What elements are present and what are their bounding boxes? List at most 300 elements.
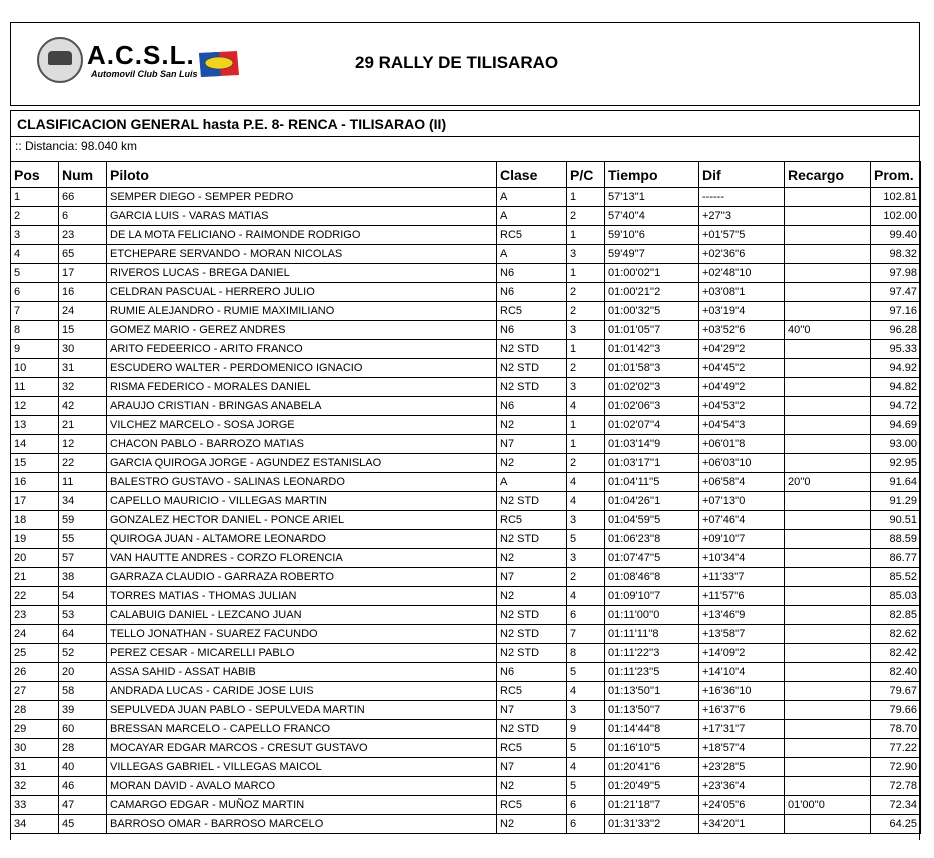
cell-prom: 97.47 bbox=[871, 283, 921, 302]
cell-dif: +04'53''2 bbox=[699, 397, 785, 416]
cell-dif: +24'05''6 bbox=[699, 796, 785, 815]
cell-tiempo: 01:20'49''5 bbox=[605, 777, 699, 796]
cell-dif: +16'37''6 bbox=[699, 701, 785, 720]
cell-tiempo: 01:04'26''1 bbox=[605, 492, 699, 511]
cell-num: 66 bbox=[59, 188, 107, 207]
cell-recargo bbox=[785, 454, 871, 473]
cell-pc: 1 bbox=[567, 416, 605, 435]
table-row bbox=[11, 758, 921, 777]
cell-recargo bbox=[785, 283, 871, 302]
cell-clase: N6 bbox=[497, 283, 567, 302]
cell-num: 42 bbox=[59, 397, 107, 416]
cell-tiempo: 01:31'33''2 bbox=[605, 815, 699, 834]
table-row bbox=[11, 188, 921, 207]
cell-dif: +01'57''5 bbox=[699, 226, 785, 245]
cell-dif: +07'46''4 bbox=[699, 511, 785, 530]
cell-num: 23 bbox=[59, 226, 107, 245]
cell-dif: +06'58''4 bbox=[699, 473, 785, 492]
cell-pc: 4 bbox=[567, 682, 605, 701]
table-row bbox=[11, 283, 921, 302]
cell-prom: 82.85 bbox=[871, 606, 921, 625]
table-row bbox=[11, 321, 921, 340]
cell-pc: 2 bbox=[567, 568, 605, 587]
cell-pos: 34 bbox=[11, 815, 59, 834]
column-header-prom: Prom. bbox=[871, 162, 921, 188]
cell-prom: 86.77 bbox=[871, 549, 921, 568]
cell-recargo bbox=[785, 663, 871, 682]
cell-pc: 2 bbox=[567, 359, 605, 378]
table-row bbox=[11, 796, 921, 815]
cell-recargo bbox=[785, 606, 871, 625]
cell-piloto: CALABUIG DANIEL - LEZCANO JUAN bbox=[107, 606, 497, 625]
cell-pos: 23 bbox=[11, 606, 59, 625]
cell-pc: 2 bbox=[567, 454, 605, 473]
cell-clase: N2 STD bbox=[497, 644, 567, 663]
cell-clase: N2 bbox=[497, 777, 567, 796]
cell-prom: 94.69 bbox=[871, 416, 921, 435]
cell-dif: +04'29''2 bbox=[699, 340, 785, 359]
cell-tiempo: 01:13'50''7 bbox=[605, 701, 699, 720]
cell-piloto: CHACON PABLO - BARROZO MATIAS bbox=[107, 435, 497, 454]
cell-clase: RC5 bbox=[497, 511, 567, 530]
cell-piloto: CAPELLO MAURICIO - VILLEGAS MARTIN bbox=[107, 492, 497, 511]
cell-piloto: MOCAYAR EDGAR MARCOS - CRESUT GUSTAVO bbox=[107, 739, 497, 758]
cell-prom: 82.62 bbox=[871, 625, 921, 644]
cell-piloto: GARRAZA CLAUDIO - GARRAZA ROBERTO bbox=[107, 568, 497, 587]
cell-pc: 3 bbox=[567, 701, 605, 720]
cell-pc: 5 bbox=[567, 777, 605, 796]
cell-piloto: BRESSAN MARCELO - CAPELLO FRANCO bbox=[107, 720, 497, 739]
cell-pos: 22 bbox=[11, 587, 59, 606]
cell-prom: 72.34 bbox=[871, 796, 921, 815]
cell-piloto: RISMA FEDERICO - MORALES DANIEL bbox=[107, 378, 497, 397]
cell-clase: N7 bbox=[497, 701, 567, 720]
cell-num: 64 bbox=[59, 625, 107, 644]
cell-pos: 29 bbox=[11, 720, 59, 739]
table-row bbox=[11, 720, 921, 739]
cell-prom: 90.51 bbox=[871, 511, 921, 530]
cell-dif: +03'19''4 bbox=[699, 302, 785, 321]
cell-piloto: MORAN DAVID - AVALO MARCO bbox=[107, 777, 497, 796]
cell-pos: 14 bbox=[11, 435, 59, 454]
cell-recargo bbox=[785, 587, 871, 606]
cell-clase: N2 STD bbox=[497, 530, 567, 549]
table-row bbox=[11, 378, 921, 397]
cell-clase: RC5 bbox=[497, 796, 567, 815]
cell-num: 11 bbox=[59, 473, 107, 492]
cell-tiempo: 57'13''1 bbox=[605, 188, 699, 207]
cell-dif: +02'48''10 bbox=[699, 264, 785, 283]
cell-pc: 4 bbox=[567, 492, 605, 511]
cell-clase: N2 STD bbox=[497, 340, 567, 359]
cell-pos: 2 bbox=[11, 207, 59, 226]
cell-dif: +18'57''4 bbox=[699, 739, 785, 758]
table-row bbox=[11, 416, 921, 435]
cell-pc: 4 bbox=[567, 758, 605, 777]
cell-clase: N2 STD bbox=[497, 359, 567, 378]
table-row bbox=[11, 663, 921, 682]
section-divider bbox=[11, 136, 919, 137]
cell-dif: +06'01''8 bbox=[699, 435, 785, 454]
cell-prom: 102.00 bbox=[871, 207, 921, 226]
section-title: CLASIFICACION GENERAL hasta P.E. 8- RENCA - TILISARAO (II) bbox=[17, 116, 447, 132]
cell-pos: 21 bbox=[11, 568, 59, 587]
cell-piloto: GOMEZ MARIO - GEREZ ANDRES bbox=[107, 321, 497, 340]
cell-pos: 19 bbox=[11, 530, 59, 549]
cell-num: 28 bbox=[59, 739, 107, 758]
cell-dif: +23'28''5 bbox=[699, 758, 785, 777]
cell-pc: 5 bbox=[567, 663, 605, 682]
cell-tiempo: 01:11'00''0 bbox=[605, 606, 699, 625]
cell-pc: 1 bbox=[567, 226, 605, 245]
table-row bbox=[11, 701, 921, 720]
cell-recargo bbox=[785, 644, 871, 663]
cell-prom: 91.29 bbox=[871, 492, 921, 511]
table-row bbox=[11, 777, 921, 796]
cell-piloto: SEMPER DIEGO - SEMPER PEDRO bbox=[107, 188, 497, 207]
cell-pos: 9 bbox=[11, 340, 59, 359]
cell-prom: 82.40 bbox=[871, 663, 921, 682]
cell-pc: 3 bbox=[567, 321, 605, 340]
cell-pos: 15 bbox=[11, 454, 59, 473]
cell-clase: N2 bbox=[497, 549, 567, 568]
cell-clase: N6 bbox=[497, 264, 567, 283]
cell-tiempo: 01:01'58''3 bbox=[605, 359, 699, 378]
cell-prom: 85.52 bbox=[871, 568, 921, 587]
page-header bbox=[10, 22, 920, 106]
cell-prom: 98.32 bbox=[871, 245, 921, 264]
cell-tiempo: 01:01'05''7 bbox=[605, 321, 699, 340]
cell-num: 54 bbox=[59, 587, 107, 606]
cell-dif: +23'36''4 bbox=[699, 777, 785, 796]
cell-dif: ------ bbox=[699, 188, 785, 207]
cell-num: 15 bbox=[59, 321, 107, 340]
cell-recargo bbox=[785, 359, 871, 378]
table-row bbox=[11, 815, 921, 834]
cell-tiempo: 01:16'10''5 bbox=[605, 739, 699, 758]
cell-tiempo: 01:01'42''3 bbox=[605, 340, 699, 359]
distance-info: :: Distancia: 98.040 km bbox=[15, 139, 138, 153]
cell-pc: 6 bbox=[567, 815, 605, 834]
cell-pos: 28 bbox=[11, 701, 59, 720]
cell-clase: N7 bbox=[497, 758, 567, 777]
cell-piloto: QUIROGA JUAN - ALTAMORE LEONARDO bbox=[107, 530, 497, 549]
cell-pc: 4 bbox=[567, 473, 605, 492]
cell-pos: 1 bbox=[11, 188, 59, 207]
cell-pos: 16 bbox=[11, 473, 59, 492]
cell-clase: RC5 bbox=[497, 739, 567, 758]
acsl-logo bbox=[37, 37, 247, 89]
cell-recargo bbox=[785, 568, 871, 587]
club-emblem-icon bbox=[37, 37, 83, 83]
cell-num: 52 bbox=[59, 644, 107, 663]
cell-clase: N2 bbox=[497, 587, 567, 606]
cell-pos: 7 bbox=[11, 302, 59, 321]
cell-dif: +09'10''7 bbox=[699, 530, 785, 549]
cell-pc: 6 bbox=[567, 796, 605, 815]
cell-dif: +14'10''4 bbox=[699, 663, 785, 682]
cell-dif: +03'52''6 bbox=[699, 321, 785, 340]
column-header-dif: Dif bbox=[699, 162, 785, 188]
table-header-row bbox=[11, 162, 921, 188]
cell-tiempo: 01:11'11''8 bbox=[605, 625, 699, 644]
cell-num: 45 bbox=[59, 815, 107, 834]
table-row bbox=[11, 397, 921, 416]
cell-piloto: PEREZ CESAR - MICARELLI PABLO bbox=[107, 644, 497, 663]
table-row bbox=[11, 587, 921, 606]
cell-pos: 12 bbox=[11, 397, 59, 416]
cell-pos: 25 bbox=[11, 644, 59, 663]
cell-tiempo: 01:02'06''3 bbox=[605, 397, 699, 416]
cell-dif: +11'33''7 bbox=[699, 568, 785, 587]
cell-dif: +02'36''6 bbox=[699, 245, 785, 264]
cell-pos: 26 bbox=[11, 663, 59, 682]
cell-pos: 20 bbox=[11, 549, 59, 568]
cell-pc: 9 bbox=[567, 720, 605, 739]
table-row bbox=[11, 340, 921, 359]
cell-prom: 82.42 bbox=[871, 644, 921, 663]
cell-pos: 3 bbox=[11, 226, 59, 245]
cell-tiempo: 01:09'10''7 bbox=[605, 587, 699, 606]
cell-dif: +11'57''6 bbox=[699, 587, 785, 606]
cell-dif: +10'34''4 bbox=[699, 549, 785, 568]
cell-clase: N6 bbox=[497, 397, 567, 416]
logo-subtitle: Automovil Club San Luis bbox=[91, 69, 198, 79]
cell-recargo bbox=[785, 549, 871, 568]
cell-pos: 8 bbox=[11, 321, 59, 340]
table-row bbox=[11, 207, 921, 226]
cell-piloto: VILCHEZ MARCELO - SOSA JORGE bbox=[107, 416, 497, 435]
cell-recargo bbox=[785, 207, 871, 226]
cell-tiempo: 01:02'02''3 bbox=[605, 378, 699, 397]
table-row bbox=[11, 245, 921, 264]
cell-recargo bbox=[785, 758, 871, 777]
cell-num: 30 bbox=[59, 340, 107, 359]
cell-tiempo: 01:04'59''5 bbox=[605, 511, 699, 530]
cell-num: 22 bbox=[59, 454, 107, 473]
cell-tiempo: 01:21'18''7 bbox=[605, 796, 699, 815]
cell-num: 47 bbox=[59, 796, 107, 815]
cell-clase: N2 bbox=[497, 454, 567, 473]
cell-recargo bbox=[785, 739, 871, 758]
cell-pc: 2 bbox=[567, 283, 605, 302]
cell-piloto: DE LA MOTA FELICIANO - RAIMONDE RODRIGO bbox=[107, 226, 497, 245]
cell-piloto: TELLO JONATHAN - SUAREZ FACUNDO bbox=[107, 625, 497, 644]
cell-prom: 102.81 bbox=[871, 188, 921, 207]
cell-tiempo: 01:13'50''1 bbox=[605, 682, 699, 701]
cell-piloto: RUMIE ALEJANDRO - RUMIE MAXIMILIANO bbox=[107, 302, 497, 321]
cell-prom: 97.16 bbox=[871, 302, 921, 321]
cell-piloto: RIVEROS LUCAS - BREGA DANIEL bbox=[107, 264, 497, 283]
cell-pos: 30 bbox=[11, 739, 59, 758]
cell-recargo bbox=[785, 625, 871, 644]
cell-prom: 95.33 bbox=[871, 340, 921, 359]
cell-prom: 94.92 bbox=[871, 359, 921, 378]
cell-dif: +03'08''1 bbox=[699, 283, 785, 302]
cell-pc: 3 bbox=[567, 378, 605, 397]
column-header-pos: Pos bbox=[11, 162, 59, 188]
cell-pos: 24 bbox=[11, 625, 59, 644]
cell-num: 59 bbox=[59, 511, 107, 530]
cell-tiempo: 01:02'07''4 bbox=[605, 416, 699, 435]
cell-pos: 4 bbox=[11, 245, 59, 264]
cell-piloto: ESCUDERO WALTER - PERDOMENICO IGNACIO bbox=[107, 359, 497, 378]
cell-clase: A bbox=[497, 473, 567, 492]
table-row bbox=[11, 473, 921, 492]
cell-prom: 93.00 bbox=[871, 435, 921, 454]
cell-recargo bbox=[785, 397, 871, 416]
table-row bbox=[11, 739, 921, 758]
cell-prom: 85.03 bbox=[871, 587, 921, 606]
cell-prom: 64.25 bbox=[871, 815, 921, 834]
cell-prom: 79.66 bbox=[871, 701, 921, 720]
column-header-pc: P/C bbox=[567, 162, 605, 188]
cell-prom: 97.98 bbox=[871, 264, 921, 283]
cell-num: 6 bbox=[59, 207, 107, 226]
cell-prom: 94.82 bbox=[871, 378, 921, 397]
cell-num: 31 bbox=[59, 359, 107, 378]
cell-recargo: 40''0 bbox=[785, 321, 871, 340]
column-header-tiempo: Tiempo bbox=[605, 162, 699, 188]
cell-pos: 31 bbox=[11, 758, 59, 777]
cell-piloto: SEPULVEDA JUAN PABLO - SEPULVEDA MARTIN bbox=[107, 701, 497, 720]
cell-prom: 99.40 bbox=[871, 226, 921, 245]
cell-clase: N7 bbox=[497, 435, 567, 454]
cell-clase: N2 STD bbox=[497, 378, 567, 397]
cell-piloto: CELDRAN PASCUAL - HERRERO JULIO bbox=[107, 283, 497, 302]
cell-clase: N2 bbox=[497, 815, 567, 834]
cell-pc: 4 bbox=[567, 587, 605, 606]
table-row bbox=[11, 549, 921, 568]
cell-piloto: GARCIA LUIS - VARAS MATIAS bbox=[107, 207, 497, 226]
cell-pos: 13 bbox=[11, 416, 59, 435]
cell-recargo bbox=[785, 511, 871, 530]
table-row bbox=[11, 454, 921, 473]
cell-clase: N2 bbox=[497, 416, 567, 435]
cell-pc: 1 bbox=[567, 264, 605, 283]
cell-dif: +16'36''10 bbox=[699, 682, 785, 701]
page-title: 29 RALLY DE TILISARAO bbox=[355, 53, 559, 72]
table-row bbox=[11, 530, 921, 549]
cell-pc: 6 bbox=[567, 606, 605, 625]
column-header-recargo: Recargo bbox=[785, 162, 871, 188]
cell-recargo bbox=[785, 777, 871, 796]
cell-clase: A bbox=[497, 207, 567, 226]
cell-dif: +13'46''9 bbox=[699, 606, 785, 625]
cell-tiempo: 01:11'23''5 bbox=[605, 663, 699, 682]
cell-dif: +07'13''0 bbox=[699, 492, 785, 511]
cell-pos: 18 bbox=[11, 511, 59, 530]
cell-clase: RC5 bbox=[497, 302, 567, 321]
cell-prom: 88.59 bbox=[871, 530, 921, 549]
cell-num: 40 bbox=[59, 758, 107, 777]
cell-pos: 10 bbox=[11, 359, 59, 378]
cell-piloto: GONZALEZ HECTOR DANIEL - PONCE ARIEL bbox=[107, 511, 497, 530]
cell-num: 12 bbox=[59, 435, 107, 454]
cell-tiempo: 01:20'41''6 bbox=[605, 758, 699, 777]
cell-piloto: VILLEGAS GABRIEL - VILLEGAS MAICOL bbox=[107, 758, 497, 777]
cell-tiempo: 01:04'11''5 bbox=[605, 473, 699, 492]
cell-piloto: CAMARGO EDGAR - MUÑOZ MARTIN bbox=[107, 796, 497, 815]
flag-icon bbox=[197, 49, 241, 79]
cell-recargo bbox=[785, 492, 871, 511]
table-row bbox=[11, 226, 921, 245]
cell-pc: 3 bbox=[567, 245, 605, 264]
cell-clase: N2 STD bbox=[497, 625, 567, 644]
table-row bbox=[11, 302, 921, 321]
cell-dif: +34'20''1 bbox=[699, 815, 785, 834]
cell-dif: +17'31''7 bbox=[699, 720, 785, 739]
cell-piloto: BARROSO OMAR - BARROSO MARCELO bbox=[107, 815, 497, 834]
cell-num: 24 bbox=[59, 302, 107, 321]
cell-dif: +06'03''10 bbox=[699, 454, 785, 473]
cell-tiempo: 59'49''7 bbox=[605, 245, 699, 264]
cell-recargo: 01'00''0 bbox=[785, 796, 871, 815]
table-row bbox=[11, 435, 921, 454]
cell-pc: 2 bbox=[567, 207, 605, 226]
logo-text: A.C.S.L. bbox=[87, 40, 195, 70]
cell-num: 38 bbox=[59, 568, 107, 587]
cell-clase: N2 STD bbox=[497, 492, 567, 511]
cell-clase: A bbox=[497, 188, 567, 207]
cell-pc: 1 bbox=[567, 340, 605, 359]
cell-pc: 3 bbox=[567, 511, 605, 530]
cell-prom: 92.95 bbox=[871, 454, 921, 473]
cell-prom: 91.64 bbox=[871, 473, 921, 492]
cell-num: 58 bbox=[59, 682, 107, 701]
cell-recargo bbox=[785, 682, 871, 701]
cell-tiempo: 01:00'32''5 bbox=[605, 302, 699, 321]
table-row bbox=[11, 625, 921, 644]
cell-dif: +13'58''7 bbox=[699, 625, 785, 644]
cell-pc: 8 bbox=[567, 644, 605, 663]
cell-tiempo: 01:11'22''3 bbox=[605, 644, 699, 663]
cell-recargo: 20''0 bbox=[785, 473, 871, 492]
table-row bbox=[11, 644, 921, 663]
cell-prom: 79.67 bbox=[871, 682, 921, 701]
table-row bbox=[11, 359, 921, 378]
cell-num: 20 bbox=[59, 663, 107, 682]
cell-prom: 77.22 bbox=[871, 739, 921, 758]
cell-pos: 11 bbox=[11, 378, 59, 397]
cell-clase: N2 STD bbox=[497, 606, 567, 625]
cell-piloto: GARCIA QUIROGA JORGE - AGUNDEZ ESTANISLAO bbox=[107, 454, 497, 473]
results-table bbox=[10, 161, 921, 834]
cell-prom: 78.70 bbox=[871, 720, 921, 739]
cell-pc: 1 bbox=[567, 188, 605, 207]
cell-piloto: ASSA SAHID - ASSAT HABIB bbox=[107, 663, 497, 682]
cell-pos: 17 bbox=[11, 492, 59, 511]
cell-num: 57 bbox=[59, 549, 107, 568]
cell-recargo bbox=[785, 245, 871, 264]
cell-recargo bbox=[785, 340, 871, 359]
cell-recargo bbox=[785, 701, 871, 720]
cell-prom: 96.28 bbox=[871, 321, 921, 340]
cell-prom: 72.78 bbox=[871, 777, 921, 796]
column-header-clase: Clase bbox=[497, 162, 567, 188]
cell-num: 17 bbox=[59, 264, 107, 283]
cell-num: 39 bbox=[59, 701, 107, 720]
cell-prom: 94.72 bbox=[871, 397, 921, 416]
cell-prom: 72.90 bbox=[871, 758, 921, 777]
cell-dif: +04'54''3 bbox=[699, 416, 785, 435]
cell-piloto: TORRES MATIAS - THOMAS JULIAN bbox=[107, 587, 497, 606]
cell-piloto: ARITO FEDEERICO - ARITO FRANCO bbox=[107, 340, 497, 359]
cell-recargo bbox=[785, 302, 871, 321]
cell-pc: 2 bbox=[567, 302, 605, 321]
cell-num: 46 bbox=[59, 777, 107, 796]
cell-pc: 3 bbox=[567, 549, 605, 568]
